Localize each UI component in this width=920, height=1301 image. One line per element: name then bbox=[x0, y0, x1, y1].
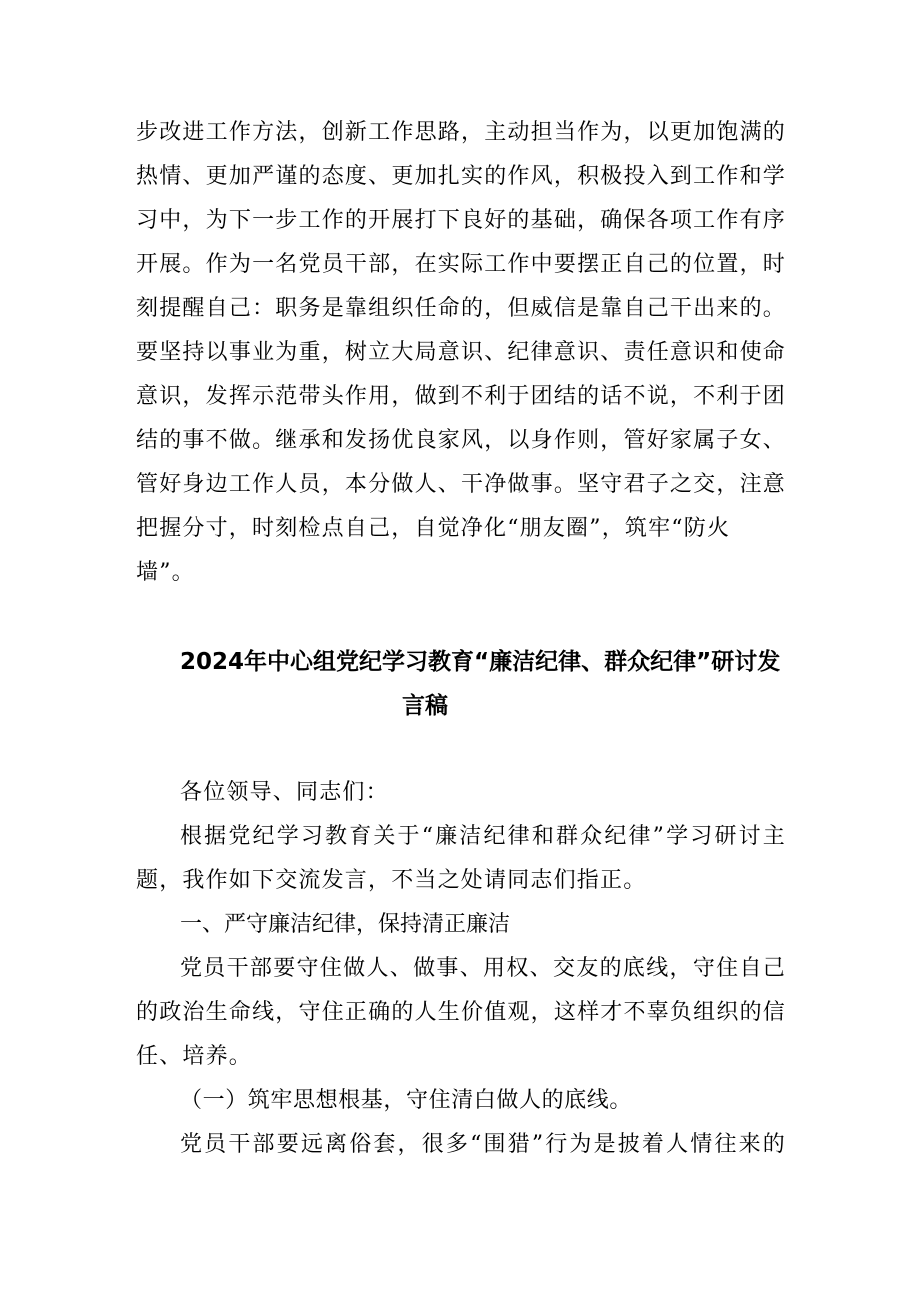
paragraph-line: 刻提醒自己：职务是靠组织任命的，但威信是靠自己干出来的。 bbox=[136, 296, 786, 321]
subsection-heading: （一）筑牢思想根基，守住清白做人的底线。 bbox=[180, 1088, 633, 1113]
paragraph-line: 意识，发挥示范带头作用，做到不利于团结的话不说，不利于团 bbox=[136, 384, 786, 409]
paragraph-line: 把握分寸，时刻检点自己，自觉净化“朋友圈”，筑牢“防火 bbox=[136, 516, 731, 541]
paragraph-line: 习中，为下一步工作的开展打下良好的基础，确保各项工作有序 bbox=[136, 208, 786, 233]
salutation: 各位领导、同志们： bbox=[180, 780, 389, 805]
paragraph-line: 要坚持以事业为重，树立大局意识、纪律意识、责任意识和使命 bbox=[136, 340, 786, 365]
paragraph-line: 热情、更加严谨的态度、更加扎实的作风，积极投入到工作和学 bbox=[136, 164, 786, 189]
paragraph-line: 墙”。 bbox=[136, 560, 195, 585]
paragraph-line: 任、培养。 bbox=[136, 1044, 253, 1069]
paragraph-line: 步改进工作方法，创新工作思路，主动担当作为，以更加饱满的 bbox=[136, 120, 786, 145]
paragraph-line: 结的事不做。继承和发扬优良家风，以身作则，管好家属子女、 bbox=[136, 428, 786, 453]
section-heading: 一、严守廉洁纪律，保持清正廉洁 bbox=[180, 912, 511, 937]
paragraph-line: 管好身边工作人员，本分做人、干净做事。坚守君子之交，注意 bbox=[136, 472, 786, 497]
paragraph-line: 党员干部要守住做人、做事、用权、交友的底线，守住自己 bbox=[180, 956, 786, 981]
document-title-line-2: 言稿 bbox=[402, 693, 448, 719]
paragraph-line: 开展。作为一名党员干部，在实际工作中要摆正自己的位置，时 bbox=[136, 252, 786, 277]
paragraph-line: 题，我作如下交流发言，不当之处请同志们指正。 bbox=[136, 868, 647, 893]
paragraph-line: 的政治生命线，守住正确的人生价值观，这样才不辜负组织的信 bbox=[136, 1000, 786, 1025]
paragraph-line: 根据党纪学习教育关于“廉洁纪律和群众纪律”学习研讨主 bbox=[180, 824, 786, 849]
paragraph-line: 党员干部要远离俗套，很多“围猎”行为是披着人情往来的 bbox=[180, 1132, 786, 1157]
document-title-line-1: 2024年中心组党纪学习教育“廉洁纪律、群众纪律”研讨发 bbox=[180, 649, 781, 675]
